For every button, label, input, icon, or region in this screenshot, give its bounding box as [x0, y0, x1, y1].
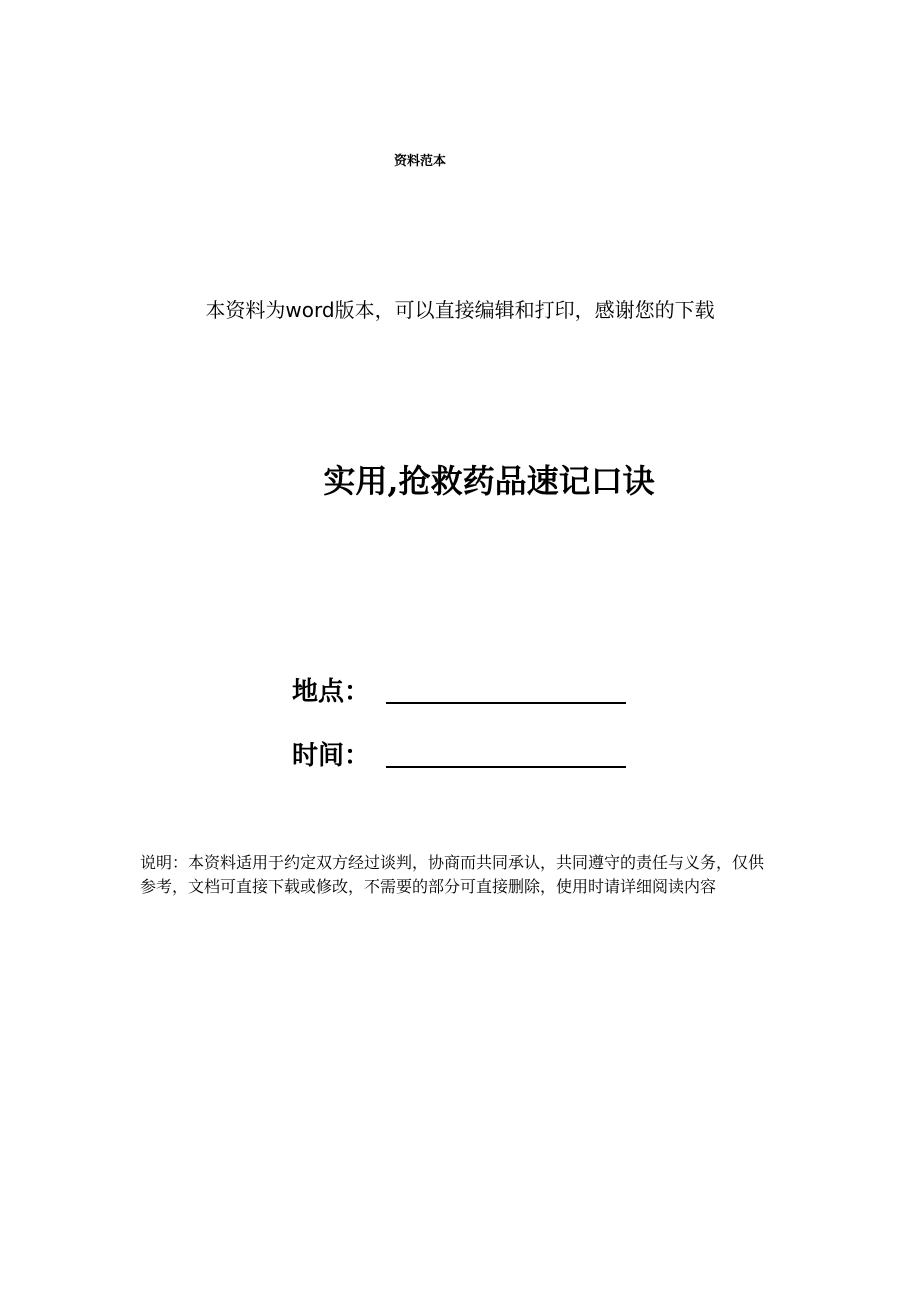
time-label: 时间： — [292, 741, 371, 771]
location-label: 地点： — [292, 677, 371, 707]
usage-note: 说明：本资料适用于约定双方经过谈判，协商而共同承认，共同遵守的责任与义务，仅供参考，文档可直接下载或修改，不需要的部分可直接删除，使用时请详细阅读内容 — [140, 853, 765, 896]
location-field — [292, 672, 626, 712]
location-blank-line — [386, 702, 626, 704]
download-notice: 本资料为word版本，可以直接编辑和打印，感谢您的下载 — [205, 298, 715, 322]
time-field — [292, 736, 626, 776]
header-label: 资料范本 — [393, 154, 446, 169]
document-title: 实用,抢救药品速记口诀 — [323, 462, 655, 500]
time-blank-line — [386, 766, 626, 768]
